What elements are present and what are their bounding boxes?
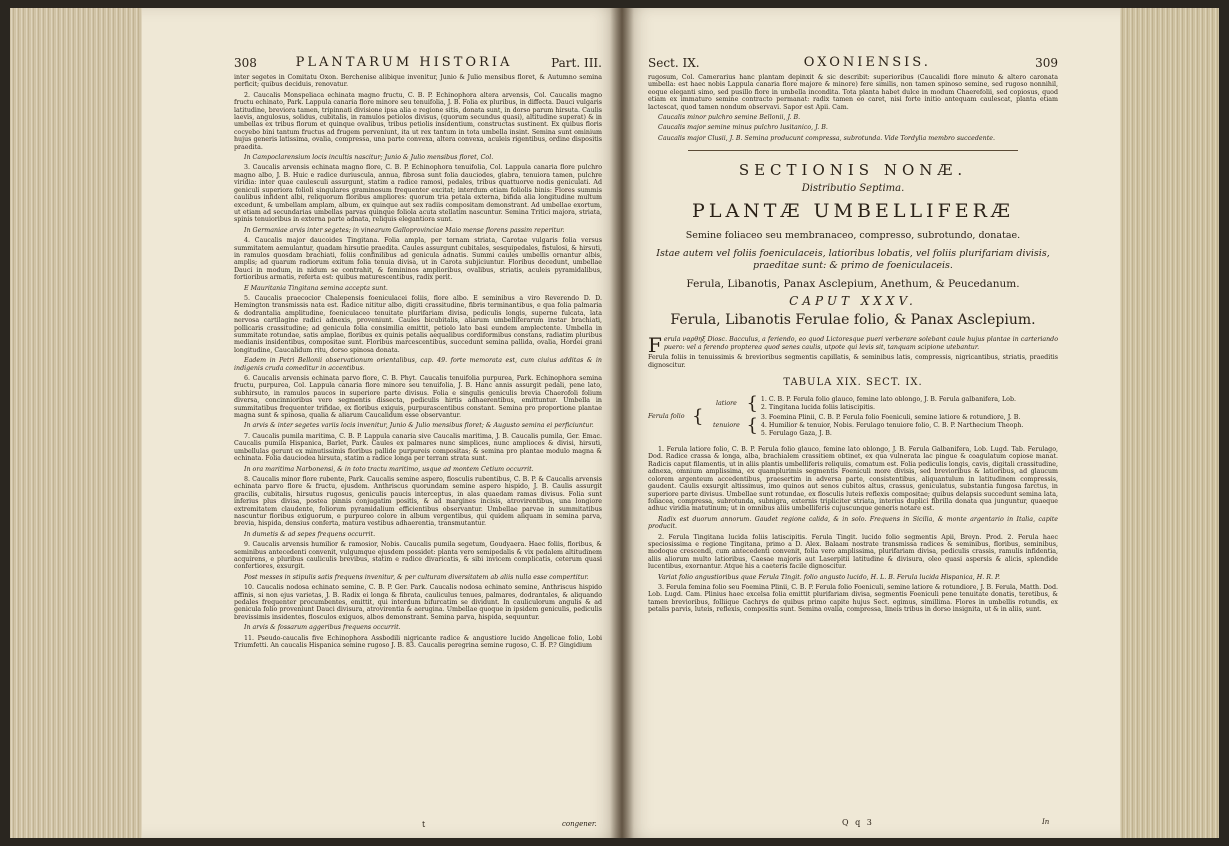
right-top-paragraph: Caucalis major semine minus pulchro lusitanico, J. B. bbox=[658, 124, 828, 132]
left-paragraph: 5. Caucalis praecocior Chalepensis foeniculacei foliis, flore albo. E seminibus a viro Reverendo D. D. Hemington transmissis nata est. Radice nititur albo, digiti crassitudine, fibris terminantibus, e qua folia palmaria & dodrantalia amplitudine, foeniculaceo tenuitate plurifariam divisa, pediculis longis, superne fulcata, lata nervosa cartilagine radici adnexis, proveniunt. Caules bicubitalis, aliarum umbelliferarum instar brachiati, pollicaris crassitudine; ad genicula folia consimilia emittit, petiolo lato basi eundem amplectente. Umbella in summitate rotundae, satis amplae, floribus ex quinis petalis aequalibus cordiformibus constans, radiatim pluribus medianis insidentibus, compositae sunt. Floribus marcescentibus, succedunt semina pallida, ovalia, Hordei grani longitudine, Caucalidum ritu, dorso spinosa donata. bbox=[234, 294, 602, 354]
semine-description: Semine foliaceo seu membranaceo, compresso, subrotundo, donatae. bbox=[685, 230, 1021, 242]
table-group-lines bbox=[761, 396, 1016, 412]
section-divider bbox=[688, 150, 1018, 151]
left-paragraph: 3. Caucalis arvensis echinata magno flore, C. B. P. Echinophora tenuifolia, Col. Lappula canaria flore pulchro magno albo, J. B. Huic e radice duriuscula, annua, fibrosa sunt folia dauciodes, glabra, tenuiora tamen, pulchre viridia: inter quae caulesculi assurgunt, statim a radice ramosi, pedales, tribus quattuorve nodis geniculati. Ad geniculi superiora folioli singulares graminosum frequenter excitat; interdum etiam foliolis binis: Flores summis caulibus infident albi, reliquorum floribus ampliores: quorum tria petala externa, bifida alia longitudine multum excedunt, & umbellam amplam, album, ex quinque aut sex radiis compositam demonstrant. Ad umbellae exortum, ut etiam ad secundarias umbellas parvas quinque foliola acuta stellatim nascuntur. Semina Tritici majora, striata, spinis tenuioribus in externa parte adnata, reliquis elegantiora sunt. bbox=[234, 164, 602, 224]
left-page-edges bbox=[10, 8, 150, 838]
left-running-head bbox=[234, 56, 602, 70]
book-gutter bbox=[610, 8, 634, 838]
right-running-head bbox=[648, 56, 1058, 70]
left-paragraph: Post messes in stipulis satis frequens invenitur, & per culturam diversitatem ab aliis nulla esse compertitur. bbox=[244, 573, 589, 581]
left-paragraph: 7. Caucalis pumila maritima, C. B. P. Lappula canaria sive Caucalis maritima, J. B. Caucalis pumila, Ger. Emac. Caucalis pumila Hispanica, Barlet, Park. Caules ex palmares nunc simplices, nunc amplioces & divisi, hirsuti, umbellulas gerunt ex minutissimis floribus pallide purpureis compositas; & semina pro plantae modulo magna & echinata. Folia dauciodea hirsuta, statim a radice longa per terram strata sunt. bbox=[234, 432, 602, 463]
right-body-paragraph: 1. Ferula latiore folio, C. B. P. Ferula folio glauco, femine lato oblongo, J. B. Ferula Galbanifera, Lob. Lugd. Tab. Ferulago, Dod. Radice crassa & longa, alba, brachialem crassitiem obtinet, ex qua vulnerata lac pingue & coagulatum copiose manat. Radicis caput filamentis, ut in aliis plantis umbelliferis reliquiis, comatum est. Folia pediculis longis, cavis, digitali crassitudine, adnexa, omnium amplissima, ex quamplurimis segmentis Foeniculi more divisis, sed brevioribus & latioribus, ad glaucum colorem argenteum accedentibus, praesertim in adversa parte, consistentibus, aliquantulum in latitudinem compressis, gaudent. Caulis exsurgit altissimus, imo quinos aut senos cubitos altus, crassus, geniculatus, substantia fungosa farctus, in superiore parte divisus. Umbellae sunt rotundae, ex flosculis luteis reflexis compositae; quibus delapsis succedunt semina lata, foliacea, compressa, subrotunda, subnigra, externis tripliciter striata, interius duplici fibrilla donata qua junguntur, quaeque adhuc viridia matutinum; ut in omnibus aliis umbelliferis cujuscunque generis notare est. bbox=[648, 446, 1058, 513]
drop-cap: F bbox=[648, 333, 662, 358]
left-catchword: congener. bbox=[562, 820, 597, 828]
table-group-lines bbox=[761, 414, 1024, 438]
left-paragraph: In Germaniae arvis inter segetes; in vinearum Galloprovinciae Maio mense florens passim reperitur. bbox=[244, 226, 565, 234]
ferula-intro-text: erula ναρθηξ Diosc. Bacculus, a feriendo, eo quod Lictoresque pueri verberare solebant caule hujus plantae in carteriando puero: vel a ferendo propterea quod senes caulis, utpote qui levis sit, tanquam scipione utebantur. bbox=[663, 336, 1058, 351]
right-body-paragraph: Variat folio angustioribus quae Ferula Tingit. folio angusto lucido, H. L. B. Ferula lucida Hispanica, H. R. P. bbox=[658, 573, 1000, 581]
open-book bbox=[10, 8, 1219, 838]
left-part-label: Part. III. bbox=[551, 56, 602, 70]
ferula-intro bbox=[648, 333, 1058, 358]
left-paragraph: 10. Caucalis nodosa echinato semine, C. B. P. Ger. Park. Caucalis nodosa echinato semine, Anthriscus hispido affinis, si non ejus varietas, J. B. Radix ei longa & fibrata, cauliculus tenues, palmares, dodrantales, & aliquando pedales frequenter procumbentes, emittit, qui interdum bifurcatim se dividunt. In cauliculorum angulis & ad genicula folio proveniunt Dauci divisura, atrovirentia & aerugina. Umbellae quoque in ipsidem geniculis, pediculis brevissimis insidentes, flosculos exiguos, albos demonstrant. Semina parva, hispida, sequuntur. bbox=[234, 584, 602, 621]
right-section-label: Sect. IX. bbox=[648, 56, 700, 70]
table-group-brace: { bbox=[746, 415, 758, 437]
table-group-brace: { bbox=[746, 393, 758, 415]
genera-list: Ferula, Libanotis, Panax Asclepium, Anethum, & Peucedanum. bbox=[686, 278, 1020, 291]
left-paragraph: Eadem in Petri Bellonii observationum orientalibus, cap. 49. forte memorata est, cum ciuius additas & in indigenis cruda comeditur in accentibus. bbox=[234, 357, 602, 372]
right-running-title: OXONIENSIS. bbox=[803, 55, 931, 70]
table-groups bbox=[706, 394, 1058, 440]
table-line: 1. C. B. P. Ferula folio glauco, femine lato oblongo, J. B. Ferula galbanifera, Lob. bbox=[760, 396, 1016, 404]
left-paragraph: In Campoclarensium locis incultis nascitur; Junio & Julio mensibus floret, Col. bbox=[244, 154, 494, 162]
right-top-paragraph: Caucalis major Clusii, J. B. Semina producunt compressa, subrotunda. Vide Tordylia membro succedente. bbox=[658, 134, 995, 142]
left-paragraph: In arvis & inter segetes variis locis invenitur, Junio & Julio mensibus floret; & Augusto semina ei perficiuntur. bbox=[244, 422, 594, 430]
left-signature-mark: t bbox=[422, 820, 428, 829]
right-page-content bbox=[648, 56, 1058, 617]
right-catchword: In bbox=[1042, 818, 1050, 826]
left-paragraph: In ora maritima Narbonensi, & in toto tractu maritimo, usque ad montem Cetium occurrit. bbox=[244, 465, 534, 473]
left-paragraph: 9. Caucalis arvensis humilior & ramosior, Nobis. Caucalis pumila segetum, Goudyaera. Haec foliis, floribus, & seminibus antecedenti convenit, vulgumque ejusdem possidet: planta vero semipedalis & vix pedalem altitudinem acquirens, e pluribus cauliculis brevibus, statim e radice divaricatis, & sibi invicem complicatis, ceterum quasi confertiores, exsurgit. bbox=[234, 541, 602, 571]
caput-heading: CAPUT XXXV. bbox=[789, 294, 917, 309]
left-paragraph: inter segetes in Comitatu Oxon. Berchenise alibique invenitur, Junio & Julio mensibus floret, & Autumno semina perficit; quibus deciduis, renovatur. bbox=[234, 74, 602, 89]
left-paragraph: 2. Caucalis Monspeliaca echinata magno fructu, C. B. P. Echinophora altera arvensis, Col. Caucalis magno fructu echinato, Park. Lappula canaria flore minore seu tenuifolia, J. B. Folia ex pluribus, in diffecta. Dauci vulgaris latitudine, breviora tamen, tripinnati divisione ipsa alia e regione sitis, donata sunt, in dorso parum hirsuta. Caulis laevis, angulosus, solidus, cubitalis, in ramulos petiolos divisus, (quorum secundus quasi), altitudine superat) & in umbellas ex tribus florum et quinque ovalibus, tribus petiolis insidentium, constructas sustinent. Ex quibus floris cocyebo bini tantum fructus ad frugem perveniunt, ita ut rex tantum in tota umbella insint. Semina sunt ominium hujus generis latissima, ovalia, compressa, una parte convexa, altera convexa, aculeis rigentibus, ordine dispositis praedita. bbox=[234, 91, 602, 151]
table-line: 3. Foemina Plinii, C. B. P. Ferula folio Foeniculi, semine latiore & rotundiore, J. B. bbox=[760, 414, 1021, 422]
ferula-note: Ferula foliis in tenuissimis & brevioribus segmentis capillatis, & seminibus latis, compressis, nigricantibus, striatis, praeditis dignoscitur. bbox=[648, 354, 1058, 369]
table-line: 4. Humilior & tenuior, Nobis. Ferulago tenuiore folio, C. B. P. Narthecium Theoph. bbox=[760, 422, 1024, 430]
left-page-content bbox=[234, 56, 602, 652]
left-paragraph: In arvis & fossarum aggeribus frequens occurrit. bbox=[244, 624, 401, 632]
right-top-paragraph: Caucalis minor pulchro semine Bellonii, J. B. bbox=[658, 114, 801, 122]
right-top-paragraph: rugosum, Col. Camerarius hanc plantam depinxit & sic describit: superioribus (Caucalidi flore minuto & altero caronata umbella: est haec nobis Lappula canaria flore majore & minore) fere similis, non tamen spinoso semine, sed rugoso nonnihil, eoque eleganti simo, sed pusillo flore in umbella incondita. Tota planta habet dulce in modum Chaerefolii, sed copiosus, quod etiam ex immaturo semine contracto permanat: radix tamen eo caret, nisi forte initio antequam caulescat, planta etiam lactescat, quod tamen nondum observavi. Sapor est Apii. Cam. bbox=[648, 74, 1058, 111]
left-paragraph: 8. Caucalis minor flore rubente, Park. Caucalis semine aspero, flosculis rubentibus, C. B. P. & Caucalis arvensis echinata parvo flore & fructu, ejusdem. Anthriscus quorundam semine aspero hispido, J. B. Caulis assurgit gracilis, cubitalis, hirsutus rugosus, geniculis paucis interceptus, in alas quaedam ramas divisus. Folia sunt inferius plus divisa, postea pinnis conjugatim positis, & ad margines incisis, atrovirentibus, una longiore extremitatem claudente, foliorum pyramidalium efficientibus observantur. Umbellae parvae in summitatibus nascuntur floribus exiguorum, e purpureo colore in album vergentibus, qui quidem aliquam in semina parva, brevia, hispida, densius conferta, matura vestibus adhaerentia, transmutantur. bbox=[234, 475, 602, 528]
tabula-heading: TABULA XIX. SECT. IX. bbox=[783, 377, 923, 389]
table-group-latiore bbox=[706, 393, 1058, 415]
left-paragraph: 6. Caucalis arvensis echinata parvo flore, C. B. Phyt. Caucalis tenuifolia purpurea, Park. Echinophora semina fructu, purpurea, Col. Lappula canaria flore minore seu tenuifolia, J. B. Hanc annis assurgit pedali, pene lato, subhirsuto, in ramulos paucos in superiore parte divisus. Folia e singulis geniculis brevia Chaerofoli folium diversa, concinnioribus vero segmentis dissecta, pediculis hirtis adhaerentibus, emittuntur. Umbella in summitatibus frequenter trifidae, ex floribus exiguis, purpurascentibus constant. Semina pro proportione plantae magna sunt & spinosa, qualia & aliarum Caucalidum esse observantur. bbox=[234, 375, 602, 420]
left-paragraph: E Mauritania Tingitana semina accepta sunt. bbox=[244, 284, 388, 292]
right-page-edges bbox=[1119, 8, 1219, 838]
table-group-tenuiore bbox=[706, 414, 1058, 438]
istae-description: Istae autem vel foliis foeniculaceis, latioribus lobatis, vel foliis plurifariam divisis, praeditae sunt: & primo de foeniculaceis. bbox=[656, 248, 1050, 272]
plantae-heading: PLANTÆ UMBELLIFERÆ bbox=[692, 200, 1014, 223]
caput-title: Ferula, Libanotis Ferulae folio, & Panax Asclepium. bbox=[670, 312, 1036, 329]
table-outer-brace: { bbox=[692, 406, 704, 428]
left-running-title: PLANTARUM HISTORIA bbox=[295, 55, 513, 70]
table-line: 5. Ferulago Gaza, J. B. bbox=[760, 430, 832, 438]
left-paragraph: 4. Caucalis major daucoides Tingitana. Folia ampla, per ternam striata, Carotae vulgaris folia versus summitatem aemulantur, quadam hirsutie praedita. Caules assurgunt cubitales, sesquipedales, fistulosi, & hirsuti, in ramulos quosdam brachiati, foliis confinilibus ad genicula adnatis. Summi caules umbellis ornantur albis, amplis; ad quarum radiorum exitum folia tenuia divisa, ut in Carota subjiciuntur. Floribus decedunt, umbellae Dauci in modum, in nidum se contrahit, & femininos amplioribus, ovalibus, striatis, aculeis pyramidalibus, fortioribus armatis, referta est: quibus maturescentibus, radix perit. bbox=[234, 237, 602, 282]
section-heading: SECTIONIS NONÆ. bbox=[738, 161, 968, 180]
table-line: 2. Tingitana lucida foliis latiscipitis. bbox=[760, 404, 876, 412]
table-group-name: tenuiore bbox=[712, 422, 740, 430]
left-page bbox=[142, 8, 622, 838]
left-page-number: 308 bbox=[234, 56, 257, 70]
table-group-name: latiore bbox=[716, 400, 737, 408]
right-page bbox=[622, 8, 1120, 838]
left-paragraph: In dumetis & ad sepes frequens occurrit. bbox=[244, 530, 376, 538]
table-lead-label: Ferula folio bbox=[648, 413, 685, 421]
right-body-paragraph: 2. Ferula Tingitana lucida foliis latiscipitis. Ferula Tingit. lucido folio segmentis Apii, Breyn. Prod. 2. Ferula haec speciosissima e regione Tingitana, primo a D. Alex. Balaam nostrate transmissa radices & seminibus, floribus, seminibus, modoque crescendi, cum antecedenti convenit, folia vero amplissima, plurifariam divisa, pediculis crassis, ramulis infidentia, aliis aliorum multo latioribus, Caesae majoris aut Laserpitii latitudine & divisura, oleo quasi aspersis & alicis, splendide lucentibus, exornantur. Atque his a caeteris facile dignoscitur. bbox=[648, 533, 1058, 571]
left-paragraph: 11. Pseudo-caucalis five Echinophora Assbodili nigricante radice & angustiore lucido Angelicae folio, Lobi Triumfetti. An caucalis Hispanica semine rugoso J. B. 83. Caucalis peregrina semine rugoso, C. B. P.? Gingidium bbox=[234, 634, 602, 650]
right-body-paragraph: 3. Ferula femina folio seu Foemina Plinii, C. B. P. Ferula folio Foeniculi, semine latiore & rotundiore, J. B. Ferula, Matth. Dod. Lob. Lugd. Cam. Plinius haec excelsa folia emittit plurifariam divisa, segmentis Foeniculi pene tenuitate donatis, teretibus, & tamen brevioribus, folliique Cachrys de quibus primo capite hujus Sect. egimus, simillima. Flores in umbellis rotundis, ex petalis parvis, luteis, reflexis, compositis sunt. Semina ovalia, compressa, lineis tribus in dorso insignita, ut & in aliis, sunt. bbox=[648, 583, 1058, 614]
right-page-number: 309 bbox=[1035, 56, 1058, 70]
right-signature-mark: Q q 3 bbox=[842, 818, 874, 827]
distributio-heading: Distributio Septima. bbox=[801, 183, 905, 195]
right-body-paragraph: Radix est duorum annorum. Gaudet regione calida, & in solo. Frequens in Sicilia, & monte argentario in Italia, capite producit. bbox=[648, 515, 1058, 531]
species-table bbox=[648, 394, 1058, 440]
